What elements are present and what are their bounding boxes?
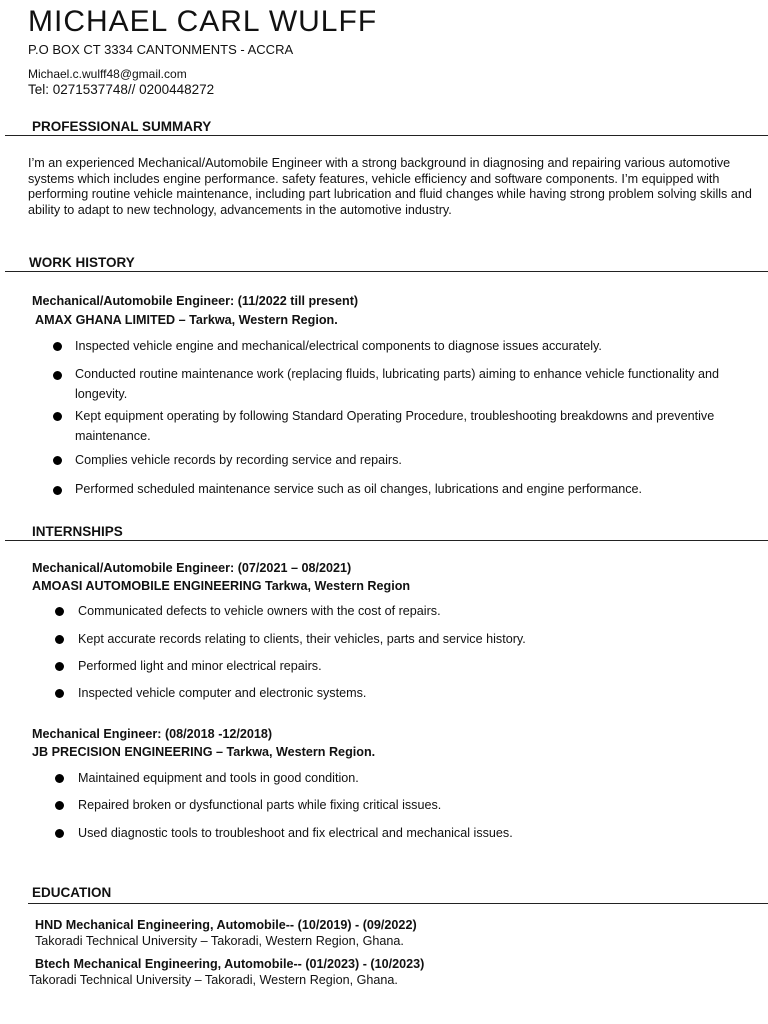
company-name: AMAX GHANA LIMITED – Tarkwa, Western Region.: [35, 313, 338, 327]
list-item: Communicated defects to vehicle owners with the cost of repairs.: [78, 604, 441, 618]
list-item: Conducted routine maintenance work (replacing fluids, lubricating parts) aiming to enhance vehicle functionality and longevity.: [75, 367, 720, 401]
list-item: Complies vehicle records by recording service and repairs.: [75, 453, 402, 467]
resume-name: MICHAEL CARL WULFF: [28, 5, 378, 38]
list-item: Inspected vehicle engine and mechanical/electrical components to diagnose issues accurately.: [75, 339, 602, 353]
bullet-icon: [55, 774, 64, 783]
internship-job-title: Mechanical/Automobile Engineer: (07/2021 – 08/2021): [32, 561, 352, 575]
job-title: Mechanical/Automobile Engineer: (11/2022 till present): [32, 294, 359, 308]
section-divider: [5, 271, 768, 272]
internship-job-title: Mechanical Engineer: (08/2018 -12/2018): [32, 727, 273, 741]
phone-number: Tel: 0271537748// 0200448272: [28, 82, 215, 97]
bullet-icon: [55, 801, 64, 810]
internship-company: JB PRECISION ENGINEERING – Tarkwa, Western Region.: [32, 745, 376, 759]
bullet-icon: [55, 662, 64, 671]
list-item: Kept equipment operating by following Standard Operating Procedure, troubleshooting breakdowns and preventive maintenance.: [75, 409, 715, 443]
list-item: Performed light and minor electrical repairs.: [78, 659, 322, 673]
section-title-education: EDUCATION: [32, 885, 112, 900]
section-title-internships: INTERNSHIPS: [32, 524, 123, 539]
bullet-icon: [55, 635, 64, 644]
list-item: Inspected vehicle computer and electronic systems.: [78, 686, 367, 700]
bullet-icon: [53, 342, 62, 351]
bullet-icon: [53, 486, 62, 495]
school-name: Takoradi Technical University – Takoradi, Western Region, Ghana.: [35, 934, 404, 948]
bullet-icon: [53, 412, 62, 421]
section-title-work-history: WORK HISTORY: [29, 255, 135, 270]
degree-title: Btech Mechanical Engineering, Automobile-- (01/2023) - (10/2023): [35, 957, 425, 971]
section-divider: [5, 135, 768, 136]
section-divider: [5, 540, 768, 541]
bullet-icon: [53, 371, 62, 380]
section-divider: [28, 903, 768, 904]
bullet-icon: [55, 829, 64, 838]
bullet-icon: [55, 607, 64, 616]
list-item: Repaired broken or dysfunctional parts while fixing critical issues.: [78, 798, 442, 812]
school-name: Takoradi Technical University – Takoradi, Western Region, Ghana.: [29, 973, 398, 987]
section-title-professional-summary: PROFESSIONAL SUMMARY: [32, 119, 212, 134]
list-item: Performed scheduled maintenance service such as oil changes, lubrications and engine performance.: [75, 482, 643, 496]
postal-address: P.O BOX CT 3334 CANTONMENTS - ACCRA: [28, 42, 294, 57]
internship-company: AMOASI AUTOMOBILE ENGINEERING Tarkwa, Western Region: [32, 579, 411, 593]
list-item: Kept accurate records relating to clients, their vehicles, parts and service history.: [78, 632, 526, 646]
degree-title: HND Mechanical Engineering, Automobile-- (10/2019) - (09/2022): [35, 918, 417, 932]
list-item: Maintained equipment and tools in good condition.: [78, 771, 359, 785]
bullet-icon: [53, 456, 62, 465]
professional-summary-text: I’m an experienced Mechanical/Automobile Engineer with a strong background in diagnosing and repairing various automotive systems which includes engine performance. safety features, vehicle efficiency and software components. I’m equipped with performing routine vehicle maintenance, including part lubrication and fluid changes while having strong problem solving skills and ability to adapt to new technology, advancements in the automotive industry.: [28, 156, 752, 217]
email-address: Michael.c.wulff48@gmail.com: [28, 67, 187, 81]
list-item: Used diagnostic tools to troubleshoot and fix electrical and mechanical issues.: [78, 826, 513, 840]
bullet-icon: [55, 689, 64, 698]
